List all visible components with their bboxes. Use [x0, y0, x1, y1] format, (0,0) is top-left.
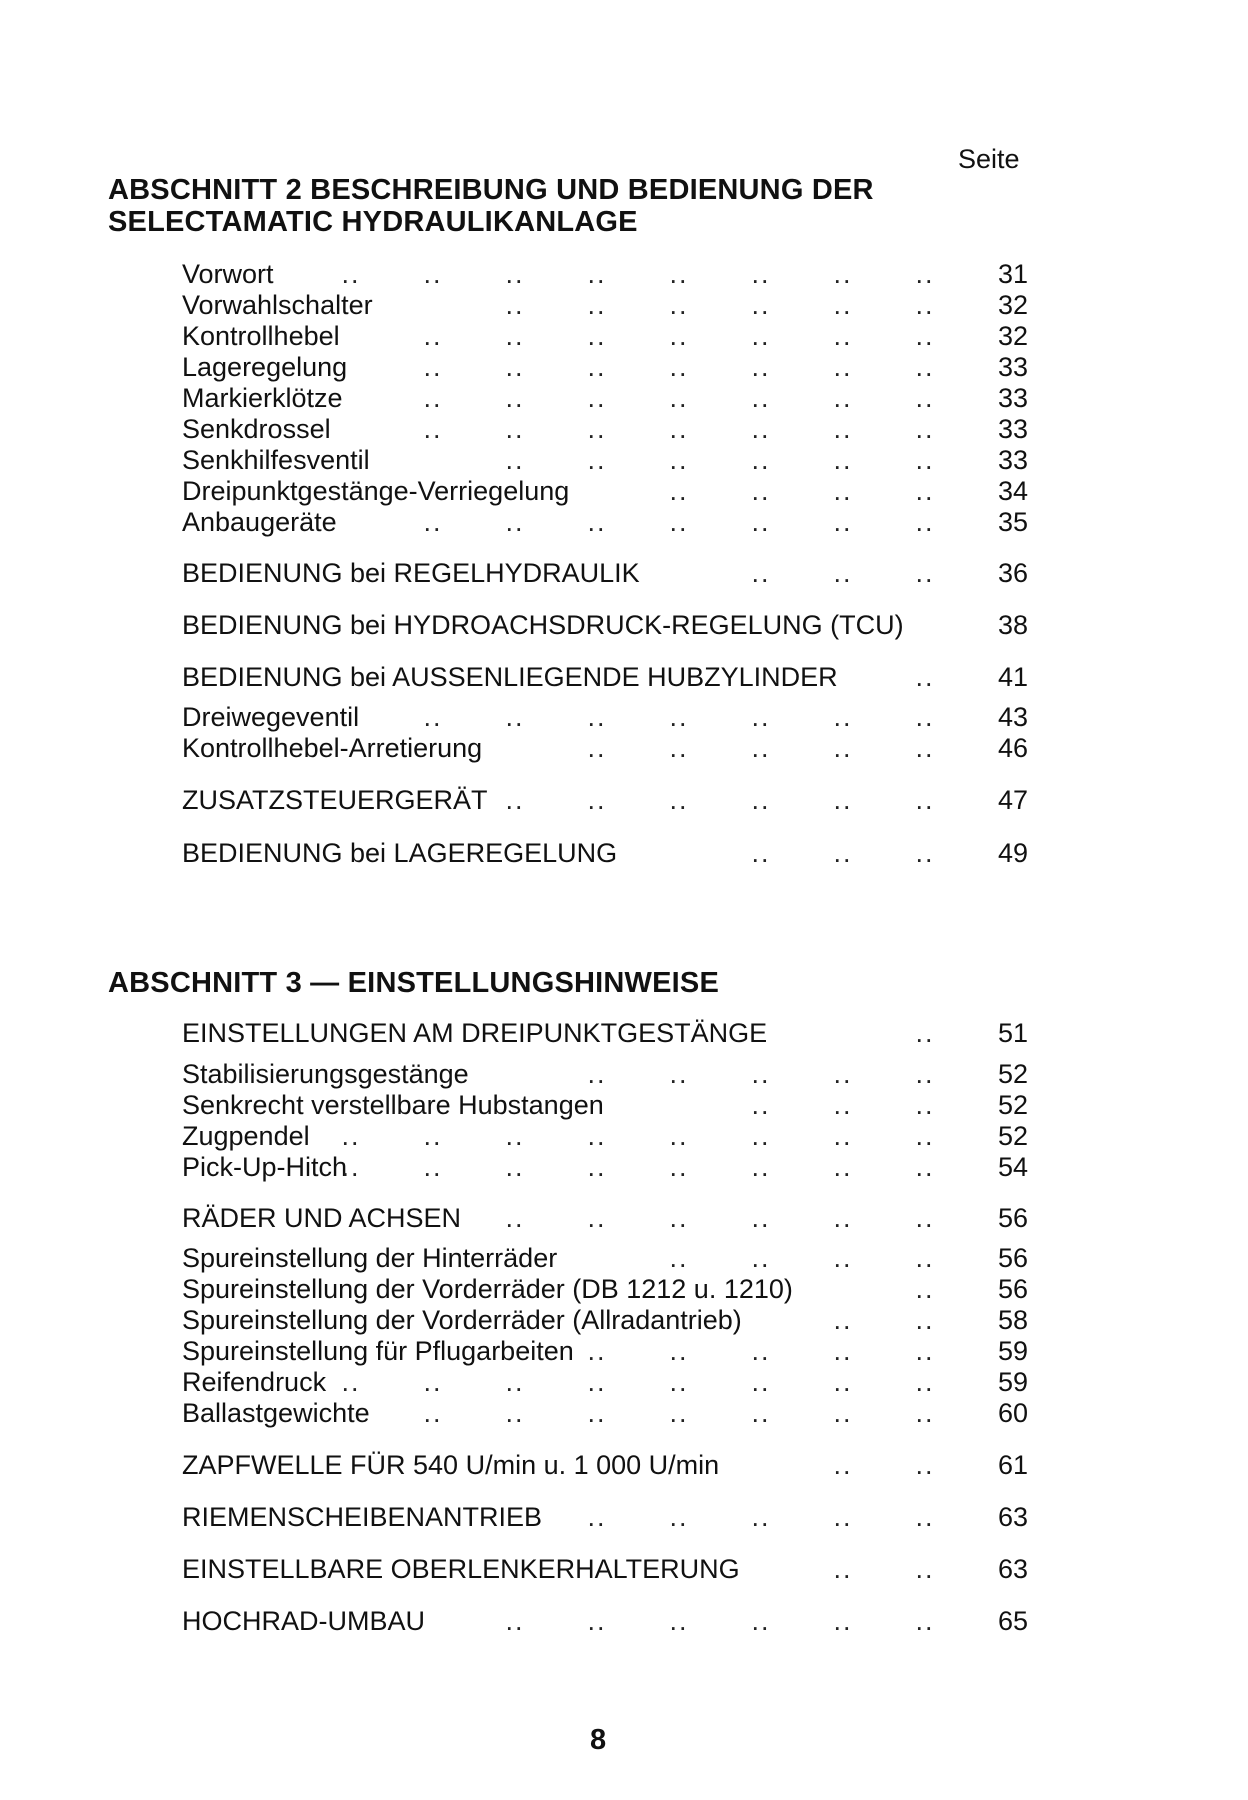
leader-dots: .. [915, 352, 935, 382]
toc-entry-title: Kontrollhebel [182, 321, 340, 351]
leader-dots: .. [669, 321, 689, 351]
leader-dots: .. [341, 259, 361, 289]
toc-entry-title: Senkhilfesventil [182, 445, 370, 475]
leader-dots: .. [751, 1367, 771, 1397]
leader-dots: .. [915, 733, 935, 763]
leader-dots: .. [587, 507, 607, 537]
toc-entry-title: Zugpendel [182, 1121, 310, 1151]
leader-dots: .. [423, 414, 443, 444]
leader-dots: .. [833, 1152, 853, 1182]
leader-dots: .. [915, 1398, 935, 1428]
leader-dots: .. [915, 507, 935, 537]
leader-dots: .. [587, 445, 607, 475]
toc-entry-title: Senkrecht verstellbare Hubstangen [182, 1090, 604, 1120]
leader-dots: .. [751, 290, 771, 320]
leader-dots: .. [751, 1152, 771, 1182]
toc-entry-page: 61 [997, 1450, 1028, 1480]
leader-dots: .. [505, 1398, 525, 1428]
toc-entry-page: 56 [997, 1203, 1028, 1233]
leader-dots: .. [833, 476, 853, 506]
leader-dots: .. [669, 507, 689, 537]
toc-entry-page: 60 [997, 1398, 1028, 1428]
leader-dots: .. [505, 1606, 525, 1636]
leader-dots: .. [669, 1367, 689, 1397]
leader-dots: .. [587, 414, 607, 444]
leader-dots: .. [669, 1059, 689, 1089]
toc-entry [182, 1450, 1028, 1481]
leader-dots: .. [833, 507, 853, 537]
leader-dots: .. [751, 1059, 771, 1089]
leader-dots: .. [341, 1152, 361, 1182]
leader-dots: .. [505, 785, 525, 815]
dot-leaders [720, 558, 966, 589]
dot-leaders [802, 1450, 966, 1481]
dot-leaders [310, 1121, 966, 1152]
leader-dots: .. [587, 785, 607, 815]
leader-dots: .. [587, 733, 607, 763]
leader-dots: .. [423, 1367, 443, 1397]
leader-dots: .. [915, 662, 935, 692]
leader-dots: .. [833, 321, 853, 351]
leader-dots: .. [915, 785, 935, 815]
leader-dots: .. [915, 838, 935, 868]
leader-dots: .. [669, 290, 689, 320]
toc-entry-page: 33 [997, 352, 1028, 382]
dot-leaders [802, 1305, 966, 1336]
leader-dots: .. [833, 383, 853, 413]
leader-dots: .. [669, 476, 689, 506]
toc-entry-page: 38 [997, 610, 1028, 640]
dot-leaders [392, 321, 966, 352]
dot-leaders [556, 1059, 966, 1090]
leader-dots: .. [669, 352, 689, 382]
leader-dots: .. [833, 1502, 853, 1532]
leader-dots: .. [751, 1203, 771, 1233]
leader-dots: .. [833, 1059, 853, 1089]
toc-entry-page: 31 [997, 259, 1028, 289]
leader-dots: .. [505, 1121, 525, 1151]
toc-entry-title: RIEMENSCHEIBENANTRIEB [182, 1502, 543, 1532]
leader-dots: .. [423, 702, 443, 732]
leader-dots: .. [751, 259, 771, 289]
leader-dots: .. [669, 1336, 689, 1366]
toc-entry [182, 1090, 1028, 1121]
toc-entry-title: ZUSATZSTEUERGERÄT [182, 785, 488, 815]
toc-entry-page: 32 [997, 321, 1028, 351]
toc-entry-page: 59 [997, 1336, 1028, 1366]
leader-dots: .. [833, 414, 853, 444]
leader-dots: .. [587, 1152, 607, 1182]
toc-entry [182, 1606, 1028, 1637]
leader-dots: .. [915, 1018, 935, 1048]
leader-dots: .. [423, 507, 443, 537]
leader-dots: .. [669, 733, 689, 763]
dot-leaders [474, 1203, 966, 1234]
leader-dots: .. [423, 1152, 443, 1182]
leader-dots: .. [341, 1121, 361, 1151]
leader-dots: .. [423, 352, 443, 382]
leader-dots: .. [505, 507, 525, 537]
leader-dots: .. [915, 290, 935, 320]
toc-entry-page: 34 [997, 476, 1028, 506]
toc-entry [182, 1018, 1028, 1049]
toc-entry-title: Spureinstellung der Vorderräder (DB 1212 u. 1210) [182, 1274, 793, 1304]
leader-dots: .. [915, 1274, 935, 1304]
leader-dots: .. [915, 414, 935, 444]
toc-entry-title: BEDIENUNG bei REGELHYDRAULIK [182, 558, 640, 588]
toc-entry-page: 41 [997, 662, 1028, 692]
leader-dots: .. [751, 838, 771, 868]
dot-leaders [474, 290, 966, 321]
toc-entry [182, 445, 1028, 476]
leader-dots: .. [751, 1336, 771, 1366]
leader-dots: .. [505, 321, 525, 351]
leader-dots: .. [669, 383, 689, 413]
leader-dots: .. [833, 445, 853, 475]
toc-entry [182, 1274, 1028, 1305]
leader-dots: .. [833, 1203, 853, 1233]
leader-dots: .. [587, 259, 607, 289]
leader-dots: .. [423, 321, 443, 351]
leader-dots: .. [669, 1606, 689, 1636]
toc-entry-page: 56 [997, 1243, 1028, 1273]
toc-entry [182, 290, 1028, 321]
section-2-title-line-2: SELECTAMATIC HYDRAULIKANLAGE [108, 206, 638, 238]
leader-dots: .. [587, 1502, 607, 1532]
dot-leaders [392, 352, 966, 383]
leader-dots: .. [587, 1059, 607, 1089]
leader-dots: .. [751, 476, 771, 506]
leader-dots: .. [915, 1336, 935, 1366]
leader-dots: .. [751, 1090, 771, 1120]
leader-dots: .. [915, 383, 935, 413]
leader-dots: .. [751, 733, 771, 763]
leader-dots: .. [505, 383, 525, 413]
toc-entry-page: 32 [997, 290, 1028, 320]
leader-dots: .. [751, 785, 771, 815]
dot-leaders [392, 383, 966, 414]
toc-entry [182, 1305, 1028, 1336]
toc-entry-page: 56 [997, 1274, 1028, 1304]
dot-leaders [556, 1502, 966, 1533]
toc-entry-title: Pick-Up-Hitch [182, 1152, 348, 1182]
toc-entry [182, 259, 1028, 290]
toc-entry-page: 43 [997, 702, 1028, 732]
leader-dots: .. [833, 1606, 853, 1636]
toc-entry [182, 1059, 1028, 1090]
toc-entry-title: ZAPFWELLE FÜR 540 U/min u. 1 000 U/min [182, 1450, 720, 1480]
toc-entry-page: 33 [997, 445, 1028, 475]
section-2-title-line-1: ABSCHNITT 2 BESCHREIBUNG UND BEDIENUNG DER [108, 174, 874, 206]
dot-leaders [474, 445, 966, 476]
leader-dots: .. [833, 1121, 853, 1151]
leader-dots: .. [587, 383, 607, 413]
toc-entry [182, 1121, 1028, 1152]
leader-dots: .. [587, 1367, 607, 1397]
toc-entry-title: BEDIENUNG bei AUSSENLIEGENDE HUBZYLINDER [182, 662, 838, 692]
dot-leaders [474, 785, 966, 816]
dot-leaders [638, 476, 966, 507]
leader-dots: .. [669, 259, 689, 289]
leader-dots: .. [587, 1336, 607, 1366]
toc-entry-page: 35 [997, 507, 1028, 537]
toc-entry-title: Kontrollhebel-Arretierung [182, 733, 483, 763]
toc-entry [182, 733, 1028, 764]
leader-dots: .. [915, 1243, 935, 1273]
dot-leaders [556, 1336, 966, 1367]
leader-dots: .. [669, 414, 689, 444]
leader-dots: .. [751, 1243, 771, 1273]
toc-entry [182, 414, 1028, 445]
leader-dots: .. [669, 1203, 689, 1233]
toc-entry [182, 1336, 1028, 1367]
leader-dots: .. [915, 1305, 935, 1335]
page-number: 8 [590, 1724, 607, 1756]
leader-dots: .. [505, 352, 525, 382]
dot-leaders [310, 1152, 966, 1183]
toc-entry-title: Dreipunktgestänge-Verriegelung [182, 476, 570, 506]
toc-entry [182, 785, 1028, 816]
toc-entry-page: 46 [997, 733, 1028, 763]
leader-dots: .. [587, 1121, 607, 1151]
leader-dots: .. [751, 445, 771, 475]
toc-entry [182, 1203, 1028, 1234]
dot-leaders [474, 1606, 966, 1637]
toc-entry [182, 321, 1028, 352]
leader-dots: .. [751, 507, 771, 537]
toc-entry-title: Lageregelung [182, 352, 348, 382]
leader-dots: .. [833, 1336, 853, 1366]
leader-dots: .. [669, 1152, 689, 1182]
dot-leaders [884, 1274, 966, 1305]
leader-dots: .. [505, 290, 525, 320]
leader-dots: .. [669, 1243, 689, 1273]
toc-entry-title: Anbaugeräte [182, 507, 337, 537]
toc-entry-title: Markierklötze [182, 383, 343, 413]
leader-dots: .. [915, 1502, 935, 1532]
toc-entry-page: 65 [997, 1606, 1028, 1636]
leader-dots: .. [751, 321, 771, 351]
leader-dots: .. [915, 1450, 935, 1480]
leader-dots: .. [669, 785, 689, 815]
leader-dots: .. [833, 1398, 853, 1428]
leader-dots: .. [751, 352, 771, 382]
toc-entry-title: HOCHRAD-UMBAU [182, 1606, 425, 1636]
leader-dots: .. [505, 445, 525, 475]
leader-dots: .. [423, 259, 443, 289]
leader-dots: .. [505, 259, 525, 289]
leader-dots: .. [505, 1152, 525, 1182]
toc-entry [182, 352, 1028, 383]
leader-dots: .. [915, 1606, 935, 1636]
dot-leaders [884, 1018, 966, 1049]
leader-dots: .. [833, 785, 853, 815]
toc-entry-title: Senkdrossel [182, 414, 331, 444]
page-column-header: Seite [958, 144, 1020, 174]
leader-dots: .. [751, 702, 771, 732]
toc-entry [182, 558, 1028, 589]
toc-entry [182, 507, 1028, 538]
leader-dots: .. [423, 1121, 443, 1151]
leader-dots: .. [751, 1121, 771, 1151]
leader-dots: .. [587, 321, 607, 351]
toc-entry-title: Ballastgewichte [182, 1398, 370, 1428]
leader-dots: .. [915, 1554, 935, 1584]
dot-leaders [638, 1243, 966, 1274]
leader-dots: .. [751, 1398, 771, 1428]
leader-dots: .. [915, 1367, 935, 1397]
leader-dots: .. [833, 733, 853, 763]
toc-entry-page: 47 [997, 785, 1028, 815]
leader-dots: .. [915, 321, 935, 351]
dot-leaders [392, 414, 966, 445]
toc-entry-page: 54 [997, 1152, 1028, 1182]
dot-leaders [392, 1398, 966, 1429]
leader-dots: .. [669, 1398, 689, 1428]
leader-dots: .. [833, 558, 853, 588]
toc-entry [182, 476, 1028, 507]
leader-dots: .. [915, 445, 935, 475]
toc-entry-title: Vorwort [182, 259, 274, 289]
dot-leaders [556, 733, 966, 764]
toc-entry-page: 49 [997, 838, 1028, 868]
leader-dots: .. [587, 1398, 607, 1428]
leader-dots: .. [833, 1450, 853, 1480]
toc-entry-title: Vorwahlschalter [182, 290, 373, 320]
leader-dots: .. [915, 1059, 935, 1089]
section-3-title: ABSCHNITT 3 — EINSTELLUNGSHINWEISE [108, 967, 719, 999]
toc-entry-page: 33 [997, 414, 1028, 444]
leader-dots: .. [423, 1398, 443, 1428]
dot-leaders [802, 1554, 966, 1585]
leader-dots: .. [833, 838, 853, 868]
toc-entry [182, 1367, 1028, 1398]
toc-entry-title: EINSTELLBARE OBERLENKERHALTERUNG [182, 1554, 740, 1584]
dot-leaders [720, 838, 966, 869]
toc-entry [182, 1398, 1028, 1429]
leader-dots: .. [915, 1152, 935, 1182]
toc-entry-page: 52 [997, 1121, 1028, 1151]
leader-dots: .. [833, 1554, 853, 1584]
leader-dots: .. [587, 702, 607, 732]
leader-dots: .. [751, 383, 771, 413]
dot-leaders [310, 259, 966, 290]
leader-dots: .. [915, 476, 935, 506]
leader-dots: .. [423, 383, 443, 413]
leader-dots: .. [669, 445, 689, 475]
toc-entry-title: BEDIENUNG bei HYDROACHSDRUCK-REGELUNG (TCU) [182, 610, 904, 640]
dot-leaders [884, 662, 966, 693]
toc-entry-page: 58 [997, 1305, 1028, 1335]
leader-dots: .. [341, 1367, 361, 1397]
toc-entry [182, 702, 1028, 733]
leader-dots: .. [751, 414, 771, 444]
dot-leaders [310, 1367, 966, 1398]
leader-dots: .. [669, 1502, 689, 1532]
leader-dots: .. [833, 1243, 853, 1273]
leader-dots: .. [833, 259, 853, 289]
leader-dots: .. [505, 1367, 525, 1397]
toc-entry [182, 662, 1028, 693]
leader-dots: .. [833, 702, 853, 732]
leader-dots: .. [587, 1606, 607, 1636]
toc-entry [182, 1152, 1028, 1183]
leader-dots: .. [505, 1203, 525, 1233]
toc-entry-page: 52 [997, 1090, 1028, 1120]
toc-entry-title: Spureinstellung der Vorderräder (Allradantrieb) [182, 1305, 742, 1335]
toc-entry [182, 838, 1028, 869]
leader-dots: .. [669, 1121, 689, 1151]
leader-dots: .. [751, 1606, 771, 1636]
leader-dots: .. [833, 290, 853, 320]
leader-dots: .. [833, 352, 853, 382]
toc-entry-page: 33 [997, 383, 1028, 413]
toc-entry-title: BEDIENUNG bei LAGEREGELUNG [182, 838, 618, 868]
toc-entry-title: Reifendruck [182, 1367, 327, 1397]
toc-entry [182, 610, 1028, 641]
leader-dots: .. [915, 1203, 935, 1233]
dot-leaders [392, 702, 966, 733]
leader-dots: .. [915, 558, 935, 588]
leader-dots: .. [669, 702, 689, 732]
leader-dots: .. [915, 1121, 935, 1151]
dot-leaders [392, 507, 966, 538]
leader-dots: .. [833, 1090, 853, 1120]
toc-entry [182, 1502, 1028, 1533]
toc-entry-title: Stabilisierungsgestänge [182, 1059, 469, 1089]
leader-dots: .. [505, 414, 525, 444]
leader-dots: .. [587, 352, 607, 382]
leader-dots: .. [915, 1090, 935, 1120]
leader-dots: .. [915, 259, 935, 289]
toc-entry-page: 52 [997, 1059, 1028, 1089]
toc-entry-page: 36 [997, 558, 1028, 588]
leader-dots: .. [751, 1502, 771, 1532]
toc-entry-title: Spureinstellung der Hinterräder [182, 1243, 558, 1273]
leader-dots: .. [833, 1305, 853, 1335]
toc-entry [182, 1554, 1028, 1585]
leader-dots: .. [915, 702, 935, 732]
toc-entry-page: 59 [997, 1367, 1028, 1397]
leader-dots: .. [833, 1367, 853, 1397]
toc-entry-page: 63 [997, 1554, 1028, 1584]
toc-entry-page: 51 [997, 1018, 1028, 1048]
leader-dots: .. [587, 1203, 607, 1233]
toc-entry-title: Spureinstellung für Pflugarbeiten [182, 1336, 574, 1366]
toc-entry-title: EINSTELLUNGEN AM DREIPUNKTGESTÄNGE [182, 1018, 768, 1048]
leader-dots: .. [751, 558, 771, 588]
toc-entry-title: RÄDER UND ACHSEN [182, 1203, 462, 1233]
dot-leaders [720, 1090, 966, 1121]
toc-entry-page: 63 [997, 1502, 1028, 1532]
toc-entry [182, 1243, 1028, 1274]
toc-entry [182, 383, 1028, 414]
leader-dots: .. [505, 702, 525, 732]
leader-dots: .. [587, 290, 607, 320]
toc-entry-title: Dreiwegeventil [182, 702, 360, 732]
